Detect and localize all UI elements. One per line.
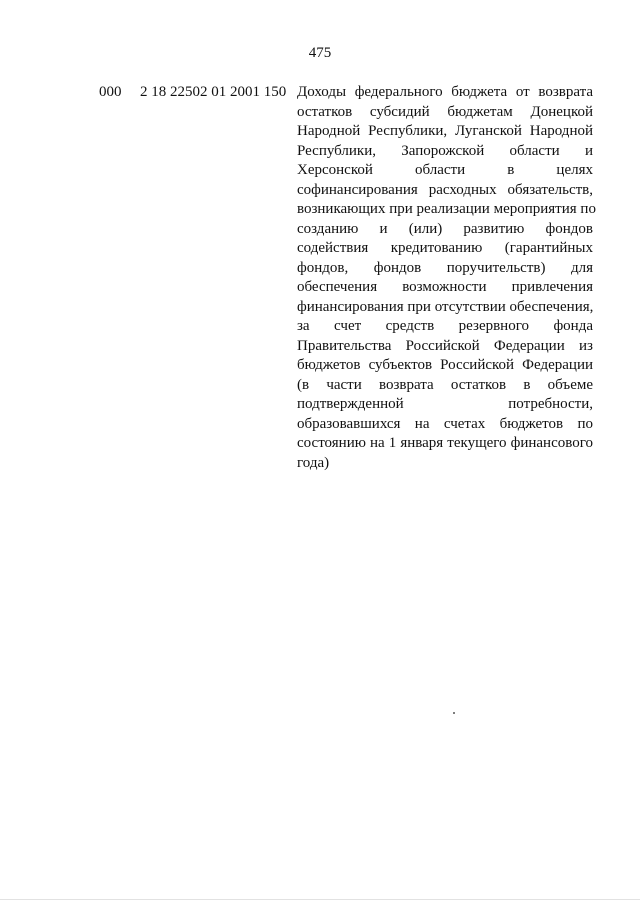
description-line: Республики, Запорожской области и <box>297 142 593 159</box>
description-line: финансирования при отсутствии обеспечения, <box>297 298 594 315</box>
scan-speck <box>453 712 455 714</box>
description-line: Народной Республики, Луганской Народной <box>297 123 593 139</box>
description-line: остатков субсидий бюджетам Донецкой <box>297 103 593 120</box>
description-line: бюджетов субъектов Российской Федерации <box>297 357 593 373</box>
description-line: образовавшихся на счетах бюджетов по <box>297 415 593 432</box>
description-line: обеспечения возможности привлечения <box>297 279 593 295</box>
description-line: состоянию на 1 января текущего финансового <box>297 435 593 451</box>
description-line: подтвержденной потребности, <box>297 396 593 412</box>
description-line: (в части возврата остатков в объеме <box>297 376 593 393</box>
administrator-code: 000 <box>99 84 122 100</box>
description-line: содействия кредитованию (гарантийных <box>297 240 593 256</box>
description-line: Херсонской области в целях <box>297 162 593 178</box>
description-line: созданию и (или) развитию фондов <box>297 220 593 237</box>
description-line: возникающих при реализации мероприятия по <box>297 201 596 217</box>
description-line: фондов, фондов поручительств) для <box>297 259 593 276</box>
revenue-description <box>297 83 596 473</box>
description-line: софинансирования расходных обязательств, <box>297 181 593 198</box>
budget-classification-code: 2 18 22502 01 2001 150 <box>140 84 287 100</box>
description-line: Правительства Российской Федерации из <box>297 337 593 354</box>
page-number: 475 <box>308 45 332 61</box>
description-line: года) <box>297 454 330 471</box>
description-line: за счет средств резервного фонда <box>297 318 593 334</box>
description-line: Доходы федерального бюджета от возврата <box>297 84 593 100</box>
